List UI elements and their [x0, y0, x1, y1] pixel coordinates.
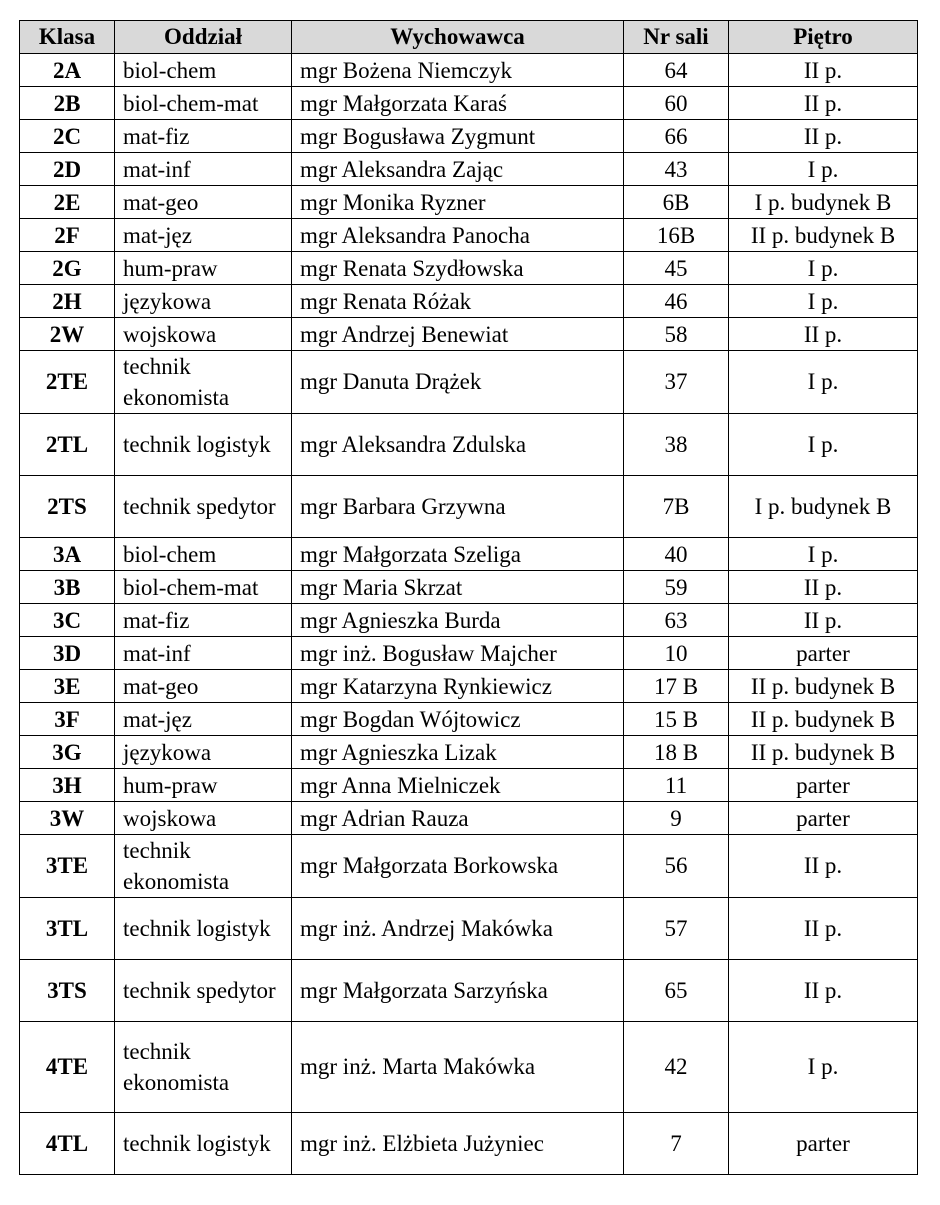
- class-schedule-table: [19, 20, 918, 1175]
- wychowawca-cell: mgr Adrian Rauza: [292, 802, 624, 835]
- oddzial-cell: mat-jęz: [115, 703, 292, 736]
- nr-sali-cell: 66: [624, 120, 729, 153]
- header-nr-sali: Nr sali: [624, 21, 729, 54]
- pietro-cell: I p. budynek B: [729, 476, 918, 538]
- nr-sali-cell: 7: [624, 1113, 729, 1175]
- wychowawca-cell: mgr inż. Marta Makówka: [292, 1022, 624, 1113]
- pietro-cell: parter: [729, 802, 918, 835]
- wychowawca-cell: mgr Aleksandra Zdulska: [292, 414, 624, 476]
- oddzial-cell: technik logistyk: [115, 1113, 292, 1175]
- wychowawca-cell: mgr Małgorzata Borkowska: [292, 835, 624, 898]
- nr-sali-cell: 40: [624, 538, 729, 571]
- table-row: [20, 351, 918, 414]
- table-row: [20, 87, 918, 120]
- wychowawca-cell: mgr Monika Ryzner: [292, 186, 624, 219]
- oddzial-cell: mat-fiz: [115, 604, 292, 637]
- nr-sali-cell: 64: [624, 54, 729, 87]
- table-row: [20, 898, 918, 960]
- pietro-cell: I p.: [729, 414, 918, 476]
- table-row: [20, 252, 918, 285]
- klasa-cell: 2E: [20, 186, 115, 219]
- nr-sali-cell: 59: [624, 571, 729, 604]
- pietro-cell: II p. budynek B: [729, 703, 918, 736]
- pietro-cell: I p.: [729, 153, 918, 186]
- table-row: [20, 1022, 918, 1113]
- header-oddzial: Oddział: [115, 21, 292, 54]
- table-row: [20, 703, 918, 736]
- klasa-cell: 3A: [20, 538, 115, 571]
- pietro-cell: I p.: [729, 538, 918, 571]
- wychowawca-cell: mgr Aleksandra Panocha: [292, 219, 624, 252]
- pietro-cell: II p.: [729, 604, 918, 637]
- wychowawca-cell: mgr Agnieszka Lizak: [292, 736, 624, 769]
- wychowawca-cell: mgr Maria Skrzat: [292, 571, 624, 604]
- table-row: [20, 476, 918, 538]
- klasa-cell: 2F: [20, 219, 115, 252]
- nr-sali-cell: 17 B: [624, 670, 729, 703]
- klasa-cell: 3H: [20, 769, 115, 802]
- pietro-cell: II p. budynek B: [729, 219, 918, 252]
- klasa-cell: 3TL: [20, 898, 115, 960]
- oddzial-cell: mat-geo: [115, 670, 292, 703]
- header-row: [20, 21, 918, 54]
- pietro-cell: II p. budynek B: [729, 670, 918, 703]
- wychowawca-cell: mgr Małgorzata Karaś: [292, 87, 624, 120]
- pietro-cell: II p.: [729, 120, 918, 153]
- klasa-cell: 2TE: [20, 351, 115, 414]
- nr-sali-cell: 7B: [624, 476, 729, 538]
- table-row: [20, 153, 918, 186]
- table-row: [20, 219, 918, 252]
- wychowawca-cell: mgr Anna Mielniczek: [292, 769, 624, 802]
- nr-sali-cell: 11: [624, 769, 729, 802]
- oddzial-cell: mat-fiz: [115, 120, 292, 153]
- oddzial-cell: technik ekonomista: [115, 1022, 292, 1113]
- oddzial-cell: biol-chem: [115, 538, 292, 571]
- nr-sali-cell: 6B: [624, 186, 729, 219]
- wychowawca-cell: mgr Małgorzata Sarzyńska: [292, 960, 624, 1022]
- klasa-cell: 3TE: [20, 835, 115, 898]
- table-row: [20, 736, 918, 769]
- klasa-cell: 2B: [20, 87, 115, 120]
- pietro-cell: I p. budynek B: [729, 186, 918, 219]
- nr-sali-cell: 18 B: [624, 736, 729, 769]
- klasa-cell: 2H: [20, 285, 115, 318]
- klasa-cell: 3TS: [20, 960, 115, 1022]
- oddzial-cell: mat-jęz: [115, 219, 292, 252]
- oddzial-cell: technik ekonomista: [115, 351, 292, 414]
- nr-sali-cell: 43: [624, 153, 729, 186]
- table-row: [20, 604, 918, 637]
- pietro-cell: I p.: [729, 285, 918, 318]
- klasa-cell: 2G: [20, 252, 115, 285]
- klasa-cell: 2TS: [20, 476, 115, 538]
- pietro-cell: I p.: [729, 351, 918, 414]
- table-row: [20, 186, 918, 219]
- table-row: [20, 960, 918, 1022]
- oddzial-cell: biol-chem-mat: [115, 571, 292, 604]
- oddzial-cell: hum-praw: [115, 769, 292, 802]
- table-row: [20, 670, 918, 703]
- pietro-cell: II p.: [729, 87, 918, 120]
- table-row: [20, 120, 918, 153]
- klasa-cell: 3W: [20, 802, 115, 835]
- table-row: [20, 414, 918, 476]
- wychowawca-cell: mgr Danuta Drążek: [292, 351, 624, 414]
- table-row: [20, 318, 918, 351]
- pietro-cell: II p.: [729, 54, 918, 87]
- oddzial-cell: biol-chem-mat: [115, 87, 292, 120]
- pietro-cell: II p.: [729, 898, 918, 960]
- pietro-cell: II p.: [729, 960, 918, 1022]
- klasa-cell: 4TL: [20, 1113, 115, 1175]
- oddzial-cell: językowa: [115, 736, 292, 769]
- klasa-cell: 3C: [20, 604, 115, 637]
- nr-sali-cell: 46: [624, 285, 729, 318]
- nr-sali-cell: 10: [624, 637, 729, 670]
- nr-sali-cell: 9: [624, 802, 729, 835]
- oddzial-cell: mat-geo: [115, 186, 292, 219]
- wychowawca-cell: mgr Bogdan Wójtowicz: [292, 703, 624, 736]
- table-row: [20, 285, 918, 318]
- nr-sali-cell: 65: [624, 960, 729, 1022]
- header-pietro: Piętro: [729, 21, 918, 54]
- nr-sali-cell: 58: [624, 318, 729, 351]
- pietro-cell: I p.: [729, 252, 918, 285]
- table-row: [20, 637, 918, 670]
- wychowawca-cell: mgr Andrzej Benewiat: [292, 318, 624, 351]
- oddzial-cell: technik ekonomista: [115, 835, 292, 898]
- table-row: [20, 54, 918, 87]
- klasa-cell: 3G: [20, 736, 115, 769]
- nr-sali-cell: 45: [624, 252, 729, 285]
- pietro-cell: parter: [729, 769, 918, 802]
- wychowawca-cell: mgr Małgorzata Szeliga: [292, 538, 624, 571]
- pietro-cell: II p.: [729, 835, 918, 898]
- wychowawca-cell: mgr Katarzyna Rynkiewicz: [292, 670, 624, 703]
- oddzial-cell: mat-inf: [115, 153, 292, 186]
- nr-sali-cell: 57: [624, 898, 729, 960]
- klasa-cell: 3F: [20, 703, 115, 736]
- wychowawca-cell: mgr Renata Różak: [292, 285, 624, 318]
- oddzial-cell: technik spedytor: [115, 960, 292, 1022]
- nr-sali-cell: 56: [624, 835, 729, 898]
- table-row: [20, 802, 918, 835]
- wychowawca-cell: mgr Bogusława Zygmunt: [292, 120, 624, 153]
- wychowawca-cell: mgr inż. Elżbieta Jużyniec: [292, 1113, 624, 1175]
- oddzial-cell: wojskowa: [115, 318, 292, 351]
- oddzial-cell: językowa: [115, 285, 292, 318]
- nr-sali-cell: 60: [624, 87, 729, 120]
- klasa-cell: 2W: [20, 318, 115, 351]
- wychowawca-cell: mgr Aleksandra Zając: [292, 153, 624, 186]
- nr-sali-cell: 42: [624, 1022, 729, 1113]
- nr-sali-cell: 38: [624, 414, 729, 476]
- wychowawca-cell: mgr Bożena Niemczyk: [292, 54, 624, 87]
- klasa-cell: 4TE: [20, 1022, 115, 1113]
- oddzial-cell: wojskowa: [115, 802, 292, 835]
- nr-sali-cell: 15 B: [624, 703, 729, 736]
- pietro-cell: parter: [729, 1113, 918, 1175]
- table-row: [20, 571, 918, 604]
- nr-sali-cell: 37: [624, 351, 729, 414]
- klasa-cell: 3E: [20, 670, 115, 703]
- wychowawca-cell: mgr Barbara Grzywna: [292, 476, 624, 538]
- oddzial-cell: technik logistyk: [115, 898, 292, 960]
- table-row: [20, 538, 918, 571]
- header-wychowawca: Wychowawca: [292, 21, 624, 54]
- klasa-cell: 2A: [20, 54, 115, 87]
- klasa-cell: 2TL: [20, 414, 115, 476]
- oddzial-cell: hum-praw: [115, 252, 292, 285]
- wychowawca-cell: mgr Agnieszka Burda: [292, 604, 624, 637]
- klasa-cell: 3D: [20, 637, 115, 670]
- wychowawca-cell: mgr Renata Szydłowska: [292, 252, 624, 285]
- pietro-cell: II p.: [729, 318, 918, 351]
- oddzial-cell: mat-inf: [115, 637, 292, 670]
- pietro-cell: I p.: [729, 1022, 918, 1113]
- table-row: [20, 769, 918, 802]
- header-klasa: Klasa: [20, 21, 115, 54]
- pietro-cell: parter: [729, 637, 918, 670]
- oddzial-cell: biol-chem: [115, 54, 292, 87]
- oddzial-cell: technik spedytor: [115, 476, 292, 538]
- klasa-cell: 3B: [20, 571, 115, 604]
- wychowawca-cell: mgr inż. Bogusław Majcher: [292, 637, 624, 670]
- pietro-cell: II p. budynek B: [729, 736, 918, 769]
- klasa-cell: 2C: [20, 120, 115, 153]
- nr-sali-cell: 16B: [624, 219, 729, 252]
- nr-sali-cell: 63: [624, 604, 729, 637]
- table-row: [20, 1113, 918, 1175]
- table-row: [20, 835, 918, 898]
- klasa-cell: 2D: [20, 153, 115, 186]
- oddzial-cell: technik logistyk: [115, 414, 292, 476]
- wychowawca-cell: mgr inż. Andrzej Makówka: [292, 898, 624, 960]
- pietro-cell: II p.: [729, 571, 918, 604]
